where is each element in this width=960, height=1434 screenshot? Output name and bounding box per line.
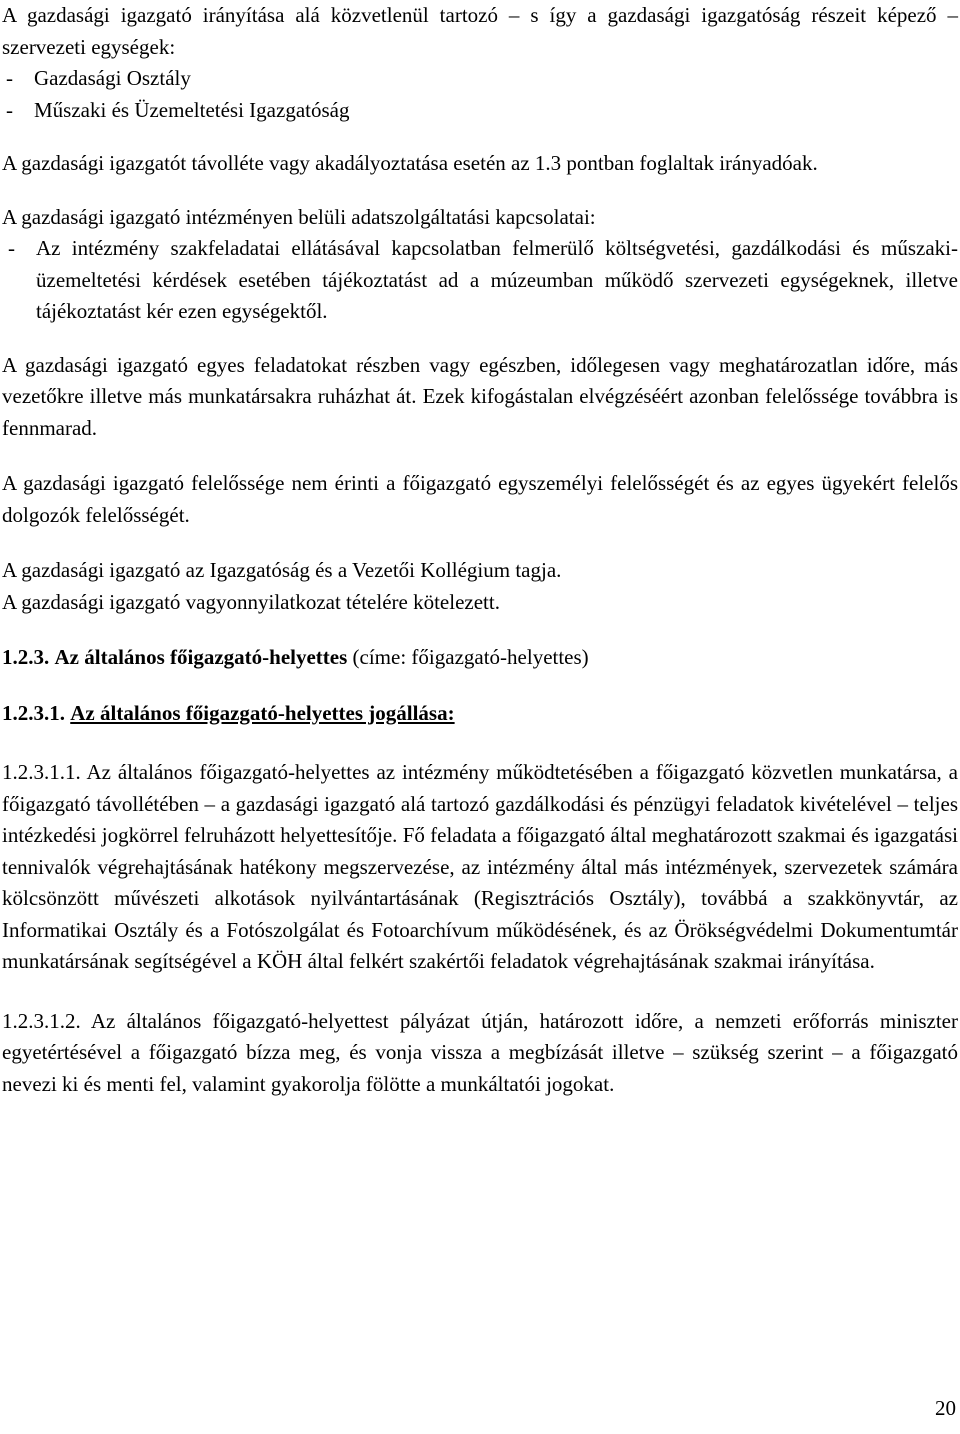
paragraph-number: 1.2.3.1.1. — [2, 760, 81, 784]
paragraph-1-2-3-1-2 — [2, 1006, 958, 1101]
section-number: 1.2.3.1. — [2, 700, 65, 725]
list-dash: - — [6, 66, 13, 90]
page-number: 20 — [935, 1396, 956, 1420]
paragraph-responsibility: A gazdasági igazgató felelőssége nem érinti a főigazgató egyszemélyi felelősségét és az egyes ügyekért felelős dolgozók felelősségét. — [2, 471, 958, 527]
paragraph-absence: A gazdasági igazgatót távolléte vagy akadályoztatása esetén az 1.3 pontban foglaltak irányadóak. — [2, 151, 818, 175]
list-item-text: Az intézmény szakfeladatai ellátásával kapcsolatban felmerülő költségvetési, gazdálkodási és műszaki-üzemeltetési kérdések esetében tájékoztatást ad a múzeumban működő szervezeti egységeknek, illetve tájékoztatást kér ezen egységektől. — [36, 236, 958, 323]
paragraph-delegation: A gazdasági igazgató egyes feladatokat részben vagy egészben, időlegesen vagy meghatározatlan időre, más vezetőkre illetve más munkatársakra ruházhat át. Ezek kifogástalan elvégzéséért azonban felelőssége továbbra is fennmarad. — [2, 352, 958, 440]
section-title: Az általános főigazgató-helyettes jogállása: — [70, 700, 455, 725]
paragraph-membership: A gazdasági igazgató az Igazgatóság és a Vezetői Kollégium tagja. — [2, 558, 562, 582]
paragraph-asset-declaration: A gazdasági igazgató vagyonnyilatkozat tételére kötelezett. — [2, 589, 500, 614]
paragraph-text: Az általános főigazgató-helyettest pályázat útján, határozott időre, a nemzeti erőforrás miniszter egyetértésével a főigazgató bízza meg, és vonja vissza a megbízását illetve – szükség szerint – a főigazgató nevezi ki és menti fel, valamint gyakorolja fölötte a munkáltatói jogokat. — [2, 1008, 958, 1096]
list-item — [2, 95, 958, 127]
paragraph-number: 1.2.3.1.2. — [2, 1008, 81, 1033]
list-item-text: Gazdasági Osztály — [34, 66, 191, 90]
section-heading-1-2-3-1 — [2, 698, 958, 730]
document-page — [2, 0, 958, 1100]
section-number: 1.2.3. — [2, 645, 50, 669]
list-dash: - — [8, 236, 15, 260]
paragraph-text: Az általános főigazgató-helyettes az intézmény működtetésében a főigazgató közvetlen munkatársa, a főigazgató távollétében – a gazdasági igazgató alá tartozó gazdálkodási és pénzügyi feladatok kivételével – teljes intézkedési jogkörrel felruházott helyettesítője. Fő feladata a főigazgató által meghatározott szakmai és igazgatási tennivalók végrehajtásának hatékony megszervezése, az intézmény által más intézmények, szervezetek számára kölcsönzött művészeti alkotások nyilvántartásának (Regisztrációs Osztály), továbbá a szakkönyvtár, az Informatikai Osztály és a Fotószolgálat és Fotoarchívum működésének, és az Örökségvédelmi Dokumentumtár munkatársának segítségével a KÖH által felkért szakértői feladatok végrehajtásának szakmai irányítása. — [2, 760, 958, 973]
paragraph-units-intro: A gazdasági igazgató irányítása alá közvetlenül tartozó – s így a gazdasági igazgatóság részeit képező – szervezeti egységek: — [2, 3, 958, 59]
paragraph-1-2-3-1-1 — [2, 757, 958, 978]
section-subtitle: (címe: főigazgató-helyettes) — [352, 645, 589, 669]
list-dash: - — [6, 97, 13, 122]
list-item — [2, 233, 958, 328]
paragraph-data-relations: A gazdasági igazgató intézményen belüli adatszolgáltatási kapcsolatai: — [2, 204, 596, 229]
list-item-text: Műszaki és Üzemeltetési Igazgatóság — [34, 97, 350, 122]
section-title: Az általános főigazgató-helyettes — [54, 645, 348, 669]
section-heading-1-2-3 — [2, 642, 958, 674]
list-item — [2, 63, 958, 95]
